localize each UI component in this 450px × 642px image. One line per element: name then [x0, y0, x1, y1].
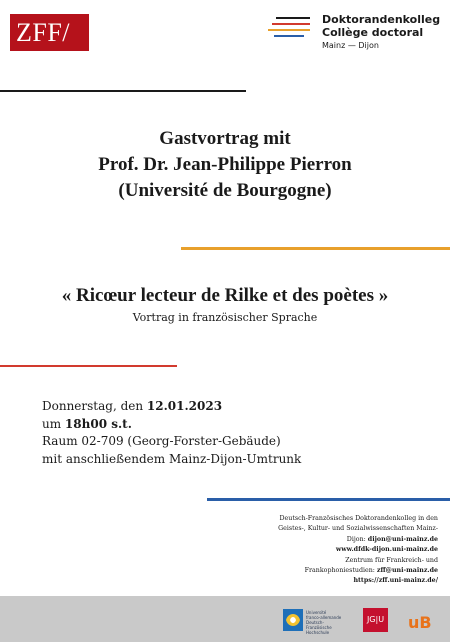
room-line: Raum 02-709 (Georg-Forster-Gebäude) [42, 434, 281, 448]
website-link-dfdk[interactable]: www.dfdk-dijon.uni-mainz.de [335, 546, 438, 554]
contact-info: Deutsch-Französisches Doktorandenkolleg in den Geistes-, Kultur- und Sozialwissenschaften Mainz- Dijon: dijon@uni-mainz.de www.dfdk-dijon.uni-mainz.de Zentrum für Frankreich- und Frankophoniestudien: zff@uni-mainz.de https://zff.uni-mainz.de/ [238, 514, 438, 587]
doktorandenkolleg-logo [268, 13, 448, 58]
ub-logo [405, 608, 439, 632]
divider-blue [207, 498, 450, 501]
email-link-dijon[interactable]: dijon@uni-mainz.de [367, 535, 438, 543]
college-name-fr: Collège doctoral [322, 26, 424, 39]
jgu-logo: JG|U [363, 608, 388, 632]
speaker-affiliation: (Université de Bourgogne) [118, 180, 332, 201]
event-date: 12.01.2023 [146, 399, 223, 413]
speaker-name: Prof. Dr. Jean-Philippe Pierron [98, 154, 352, 175]
event-heading [0, 126, 450, 204]
email-link-zff[interactable]: zff@uni-mainz.de [376, 567, 438, 575]
reception-line: mit anschließendem Mainz-Dijon-Umtrunk [42, 451, 302, 466]
ub-logo-icon [405, 608, 439, 632]
divider-red [0, 365, 177, 367]
divider-orange [181, 247, 450, 250]
logo-stripes-icon [268, 15, 312, 41]
talk-subtitle: Vortrag in französischer Sprache [132, 311, 318, 324]
heading-line-1: Gastvortrag mit [159, 128, 291, 149]
talk-title: « Ricœur lecteur de Rilke et des poètes » [61, 285, 389, 306]
college-name-de: Doktorandenkolleg [322, 13, 441, 26]
date-line: Donnerstag, den 12.01.2023 [42, 399, 223, 413]
zff-logo-text: ZFF/ [16, 18, 71, 47]
college-cities: Mainz — Dijon [322, 41, 379, 50]
time-line: um 18h00 s.t. [42, 416, 132, 431]
event-details [42, 398, 301, 468]
event-time: 18h00 s.t. [64, 416, 132, 431]
divider-black [0, 90, 246, 92]
zff-logo [10, 14, 89, 51]
footer-bar [0, 596, 450, 642]
dfh-ufa-logo: Université franco-allemande Deutsch-Französische Hochschule [283, 609, 345, 631]
svg-text:uB: uB [408, 613, 432, 632]
website-link-zff[interactable]: https://zff.uni-mainz.de/ [353, 577, 438, 585]
